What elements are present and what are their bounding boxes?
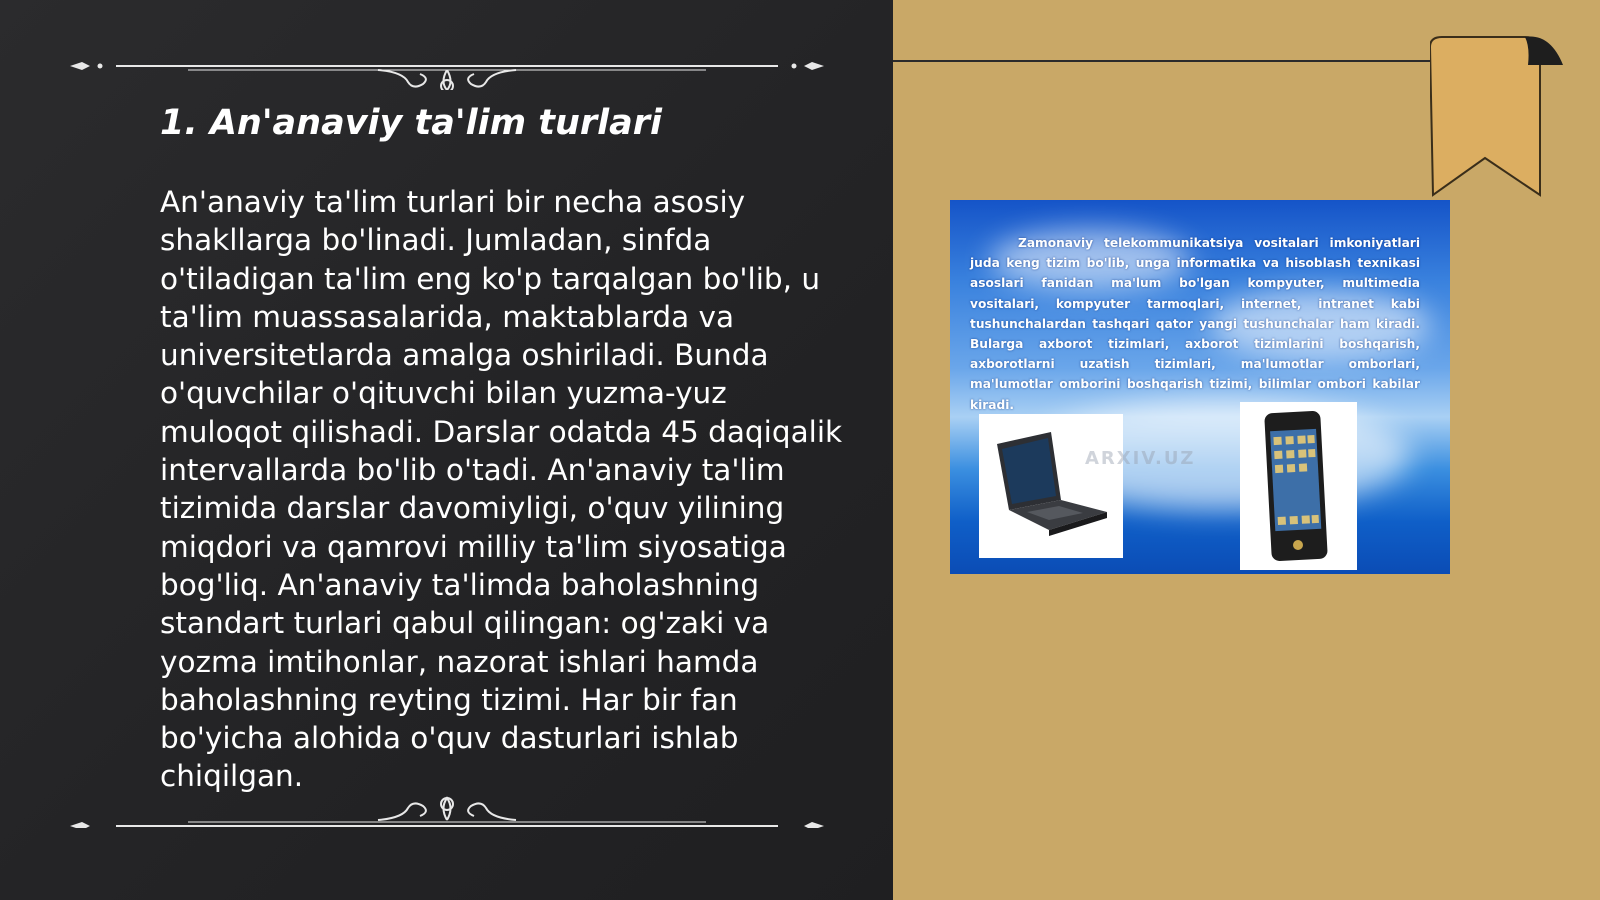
slide-title: 1. An'anaviy ta'lim turlari	[160, 103, 663, 143]
top-divider-line	[893, 60, 1438, 62]
illustration-caption: Zamonaviy telekommunikatsiya vositalari imkoniyatlari juda keng tizim bo'lib, unga informatika va hisoblash texnikasi asoslari fanidan ma'lum bo'lgan kompyuter, multimedia vositalari, kompyuter tarmoqlari, internet, intranet kabi tushunchalardan tashqari qator yangi tushunchalar ham kiradi. Bularga axborot tizimlari, axborot tizimlarini boshqarish, axborotlarni uzatish tizimlari, ma'lumotlar omborlari, ma'lumotlar omborini boshqarish tizimi, bilimlar ombori kabilar kiradi.	[970, 236, 1420, 412]
phone-thumbnail	[1240, 402, 1357, 570]
laptop-thumbnail	[979, 414, 1123, 558]
illustration-image	[950, 200, 1450, 574]
slide-body-text: An'anaviy ta'lim turlari bir necha asosiy shakllarga bo'linadi. Jumladan, sinfda o'tiladigan ta'lim eng ko'p tarqalgan bo'lib, u ta'lim muassasalarida, maktablarda va universitetlarda amalga oshiriladi. Bunda o'quvchilar o'qituvchi bilan yuzma-yuz muloqot qilishadi. Darslar odatda 45 daqiqalik intervallarda bo'lib o'tadi. An'anaviy ta'lim tizimida darslar davomiyligi, o'quv yilining miqdori va qamrovi milliy ta'lim siyosatiga bog'liq. An'anaviy ta'limda baholashning standart turlari qabul qilingan: og'zaki va yozma imtihonlar, nazorat ishlari hamda baholashning reyting tizimi. Har bir fan bo'yicha alohida o'quv dasturlari ishlab chiqilgan.	[160, 185, 843, 794]
bookmark-ribbon-icon	[1430, 35, 1565, 205]
top-ornament-icon	[68, 42, 826, 90]
watermark-text: ARXIV.UZ	[1085, 448, 1196, 469]
laptop-icon	[979, 414, 1123, 558]
smartphone-icon	[1240, 402, 1357, 570]
